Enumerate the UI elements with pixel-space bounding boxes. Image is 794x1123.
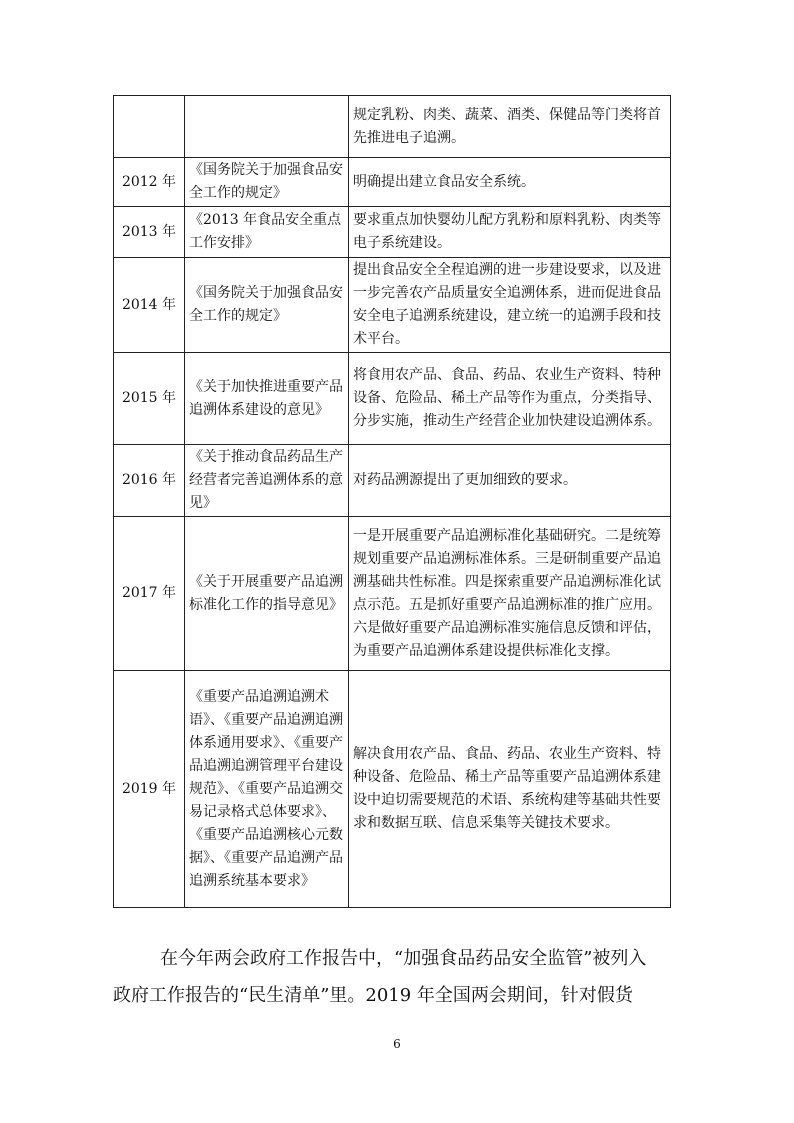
policy-timeline-table (113, 95, 671, 908)
document-cell: 《2013 年食品安全重点工作安排》 (185, 207, 349, 258)
table-row (114, 207, 671, 258)
document-cell: 《关于开展重要产品追溯标准化工作的指导意见》 (185, 517, 349, 671)
year-cell: 2017 年 (114, 517, 185, 671)
description-cell: 要求重点加快婴幼儿配方乳粉和原料乳粉、肉类等电子系统建设。 (349, 207, 671, 258)
year-cell (114, 96, 185, 158)
year-cell: 2012 年 (114, 158, 185, 207)
year-cell: 2019 年 (114, 671, 185, 908)
document-cell (185, 96, 349, 158)
paragraph-line: 在今年两会政府工作报告中，“加强食品药品安全监管”被列入 (160, 948, 647, 969)
paragraph-line: 政府工作报告的“民生清单”里。2019 年全国两会期间，针对假货 (113, 985, 633, 1006)
document-cell: 《关于推动食品药品生产经营者完善追溯体系的意见》 (185, 445, 349, 517)
year-cell: 2016 年 (114, 445, 185, 517)
description-cell: 解决食用农产品、食品、药品、农业生产资料、特种设备、危险品、稀土产品等重要产品追溯体系建设中迫切需要规范的术语、系统构建等基础共性要求和数据互联、信息采集等关键技术要求。 (349, 671, 671, 908)
document-cell: 《关于加快推进重要产品追溯体系建设的意见》 (185, 353, 349, 445)
page-number: 6 (393, 1037, 401, 1051)
year-cell: 2013 年 (114, 207, 185, 258)
document-cell: 《国务院关于加强食品安全工作的规定》 (185, 258, 349, 353)
table-row (114, 258, 671, 353)
description-cell: 对药品溯源提出了更加细致的要求。 (349, 445, 671, 517)
body-paragraph (113, 940, 675, 1014)
table-row (114, 517, 671, 671)
table-row (114, 158, 671, 207)
description-cell: 将食用农产品、食品、药品、农业生产资料、特种设备、危险品、稀土产品等作为重点，分类指导、分步实施，推动生产经营企业加快建设追溯体系。 (349, 353, 671, 445)
year-cell: 2014 年 (114, 258, 185, 353)
description-cell: 规定乳粉、肉类、蔬菜、酒类、保健品等门类将首先推进电子追溯。 (349, 96, 671, 158)
document-cell: 《国务院关于加强食品安全工作的规定》 (185, 158, 349, 207)
description-cell: 一是开展重要产品追溯标准化基础研究。二是统筹规划重要产品追溯标准体系。三是研制重要产品追溯基础共性标准。四是探索重要产品追溯标准化试点示范。五是抓好重要产品追溯标准的推广应用。六是做好重要产品追溯标准实施信息反馈和评估，为重要产品追溯体系建设提供标准化支撑。 (349, 517, 671, 671)
year-cell: 2015 年 (114, 353, 185, 445)
table-row (114, 96, 671, 158)
document-cell: 《重要产品追溯追溯术语》、《重要产品追溯追溯体系通用要求》、《重要产品追溯追溯管理平台建设规范》、《重要产品追溯交易记录格式总体要求》、《重要产品追溯核心元数据》、《重要产品追溯产品追溯系统基本要求》 (185, 671, 349, 908)
table-row (114, 445, 671, 517)
description-cell: 明确提出建立食品安全系统。 (349, 158, 671, 207)
table-row (114, 353, 671, 445)
description-cell: 提出食品安全全程追溯的进一步建设要求，以及进一步完善农产品质量安全追溯体系，进而促进食品安全电子追溯系统建设，建立统一的追溯手段和技术平台。 (349, 258, 671, 353)
table-row (114, 671, 671, 908)
